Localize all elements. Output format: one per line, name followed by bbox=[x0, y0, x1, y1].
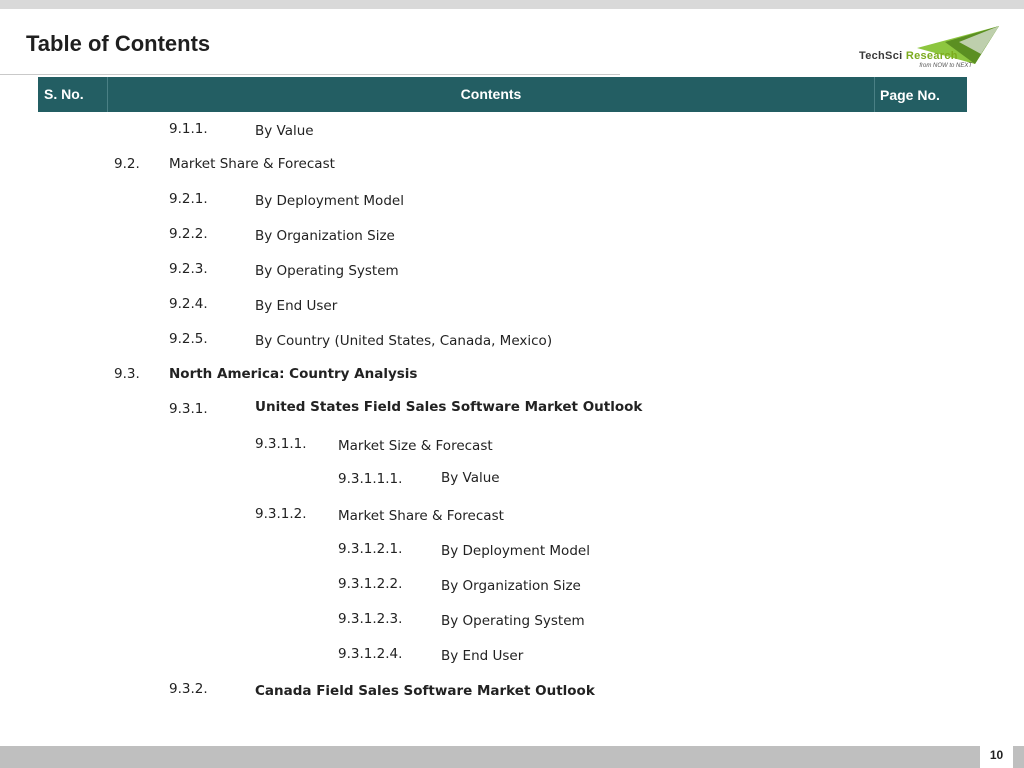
toc-entry-number: 9.2.5. bbox=[169, 331, 208, 347]
logo-wordmark bbox=[859, 50, 958, 62]
toc-entry-number: 9.2.2. bbox=[169, 226, 208, 242]
toc-entry-link[interactable]: Market Share & Forecast bbox=[169, 156, 335, 172]
toc-entry-link[interactable]: By Organization Size bbox=[255, 228, 395, 244]
toc-entry-number: 9.3.1.2.1. bbox=[338, 541, 403, 557]
top-strip bbox=[0, 0, 1024, 9]
toc-entry-number: 9.3.2. bbox=[169, 681, 208, 697]
toc-entry-link[interactable]: By Organization Size bbox=[441, 578, 581, 594]
toc-entry-link[interactable]: By Country (United States, Canada, Mexico) bbox=[255, 333, 553, 349]
toc-entry-number: 9.3.1.1.1. bbox=[338, 471, 403, 487]
toc-entry-number: 9.2.3. bbox=[169, 261, 208, 277]
header-contents-cell bbox=[107, 77, 875, 112]
toc-entry-number: 9.3.1.2. bbox=[255, 506, 307, 522]
toc-entry-link[interactable]: By Value bbox=[441, 470, 500, 486]
toc-entry-number: 9.3. bbox=[114, 366, 140, 382]
footer-bar bbox=[0, 746, 1024, 768]
toc-entry-number: 9.2. bbox=[114, 156, 140, 172]
toc-entry-link[interactable]: Market Size & Forecast bbox=[338, 438, 493, 454]
toc-entry-number: 9.2.1. bbox=[169, 191, 208, 207]
toc-entry-link[interactable]: Canada Field Sales Software Market Outlook bbox=[255, 683, 595, 699]
toc-header bbox=[38, 77, 967, 112]
toc-entry-number: 9.3.1. bbox=[169, 401, 208, 417]
logo-brand-second: Research bbox=[905, 50, 958, 62]
toc-entry-number: 9.3.1.2.3. bbox=[338, 611, 403, 627]
toc-entry-number: 9.3.1.2.2. bbox=[338, 576, 403, 592]
header-page-cell bbox=[874, 77, 967, 112]
toc-entry-number: 9.3.1.2.4. bbox=[338, 646, 403, 662]
toc-entry-link[interactable]: By End User bbox=[255, 298, 338, 314]
page-title: Table of Contents bbox=[26, 31, 211, 56]
toc-entry-link[interactable]: By Value bbox=[255, 123, 314, 139]
toc-entry-number: 9.3.1.1. bbox=[255, 436, 307, 452]
page-number-box bbox=[980, 742, 1013, 768]
brand-logo bbox=[855, 24, 1000, 72]
toc-entry-number: 9.2.4. bbox=[169, 296, 208, 312]
header-sno: S. No. bbox=[44, 86, 84, 102]
toc-entry-link[interactable]: By Operating System bbox=[441, 613, 585, 629]
title-divider bbox=[0, 74, 620, 75]
logo-tagline: from NOW to NEXT bbox=[919, 63, 972, 69]
page-number: 10 bbox=[989, 748, 1004, 762]
logo-brand-first: TechSci bbox=[859, 50, 903, 62]
toc-entry-number: 9.1.1. bbox=[169, 121, 208, 137]
header-contents: Contents bbox=[460, 86, 522, 102]
toc-entry-link[interactable]: By End User bbox=[441, 648, 524, 664]
toc-entry-link[interactable]: By Deployment Model bbox=[441, 543, 590, 559]
toc-entry-link[interactable]: North America: Country Analysis bbox=[169, 366, 418, 382]
header-page-no: Page No. bbox=[880, 87, 940, 103]
toc-entry-link[interactable]: By Deployment Model bbox=[255, 193, 404, 209]
header-sno-cell bbox=[38, 77, 106, 112]
toc-entry-link[interactable]: By Operating System bbox=[255, 263, 399, 279]
toc-entry-link[interactable]: Market Share & Forecast bbox=[338, 508, 504, 524]
toc-entry-link[interactable]: United States Field Sales Software Market Outlook bbox=[255, 399, 643, 415]
